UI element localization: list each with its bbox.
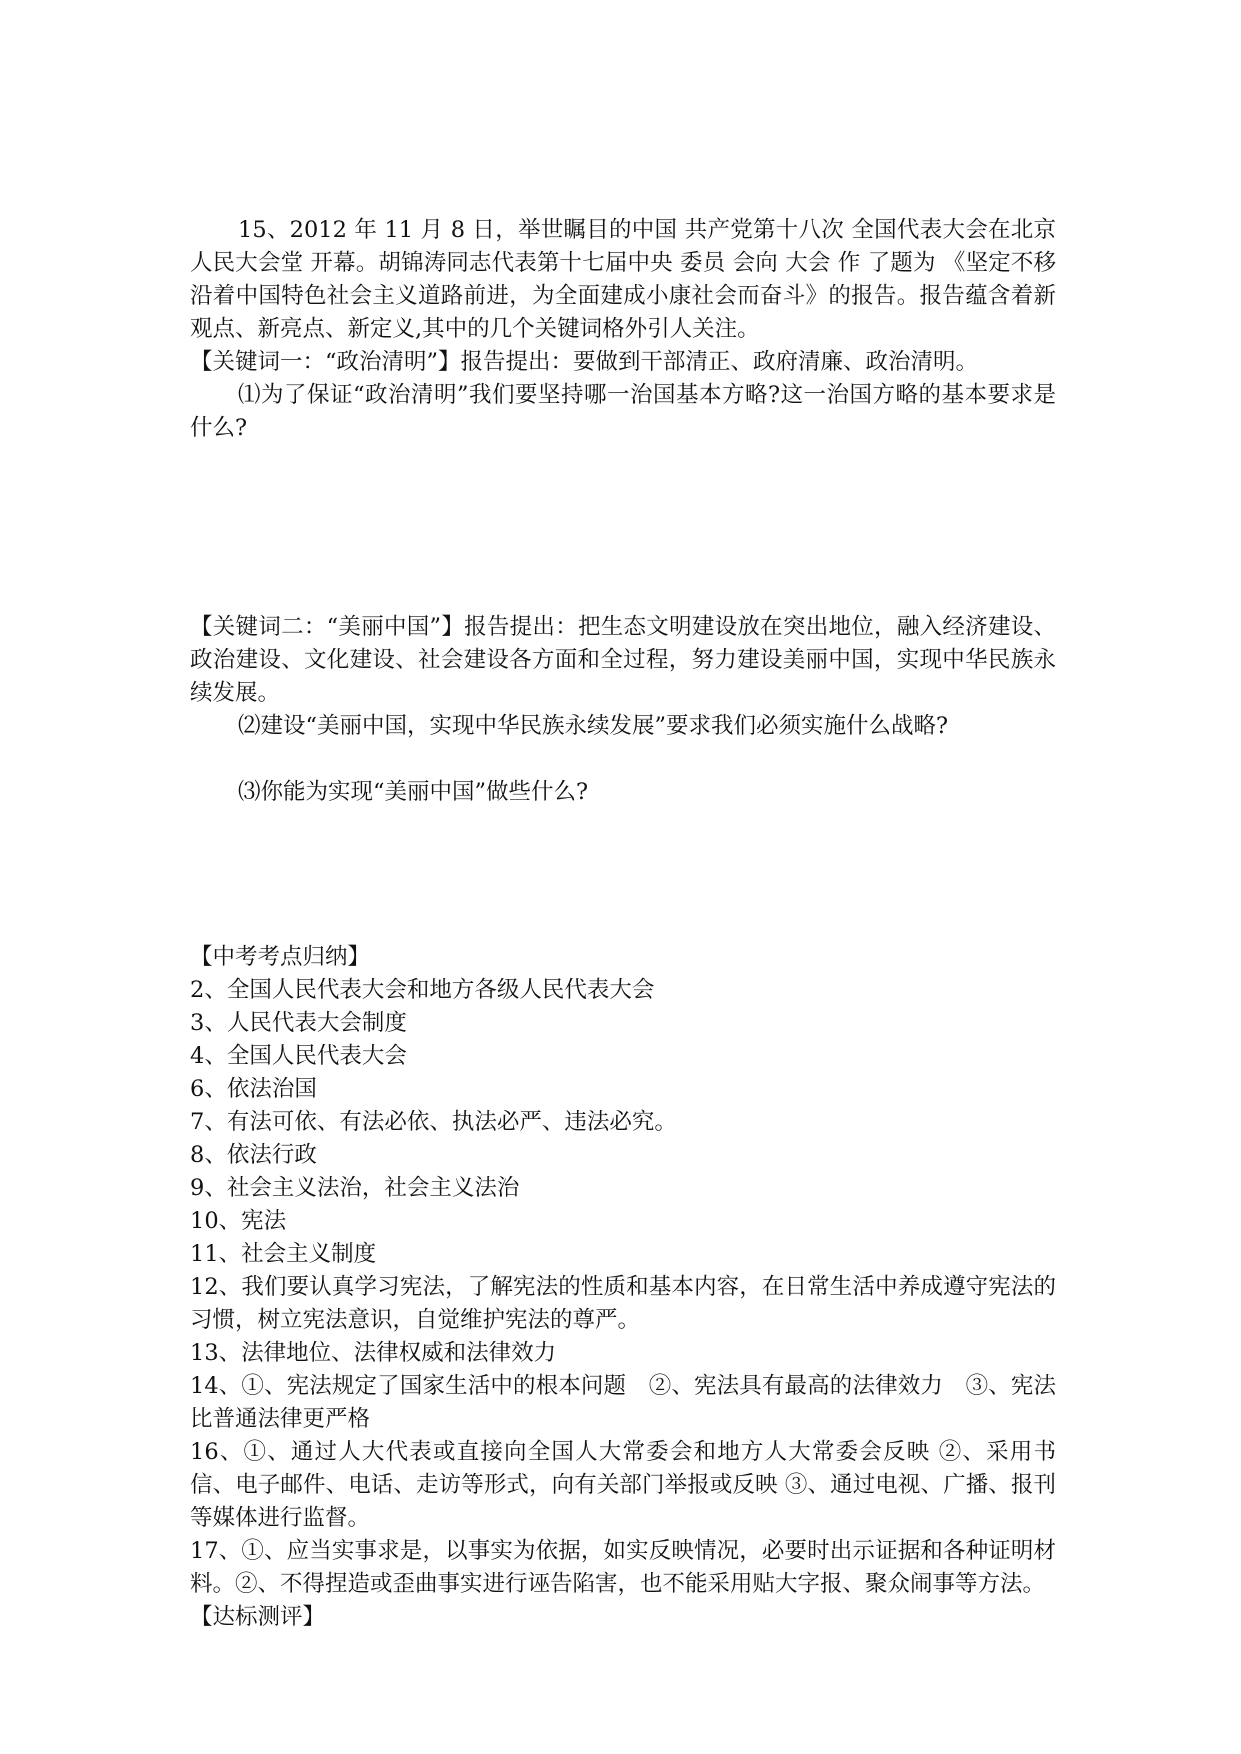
summary-list	[190, 974, 1056, 1601]
test-heading: 【达标测评】	[190, 1604, 326, 1630]
answer-space-3	[190, 809, 1056, 941]
summary-item: 2、全国人民代表大会和地方各级人民代表大会	[190, 977, 655, 1003]
question-1: ⑴为了保证“政治清明”我们要坚持哪一治国基本方略?这一治国方略的基本要求是什么?	[190, 382, 1056, 441]
summary-item: 10、宪法	[190, 1208, 287, 1234]
summary-item: 7、有法可依、有法必依、执法必严、违法必究。	[190, 1109, 677, 1135]
summary-item: 13、法律地位、法律权威和法律效力	[190, 1340, 557, 1366]
question-3: ⑶你能为实现“美丽中国”做些什么?	[238, 779, 589, 805]
summary-item: 9、社会主义法治，社会主义法治	[190, 1175, 520, 1201]
document-page	[190, 214, 1056, 1634]
keyword-1: 【关键词一：“政治清明”】报告提出：要做到干部清正、政府清廉、政治清明。	[190, 349, 979, 375]
summary-item: 6、依法治国	[190, 1076, 317, 1102]
summary-item: 12、我们要认真学习宪法，了解宪法的性质和基本内容，在日常生活中养成遵守宪法的习惯，树立宪法意识，自觉维护宪法的尊严。	[190, 1274, 1056, 1333]
answer-space-2	[190, 743, 1056, 776]
summary-item: 3、人民代表大会制度	[190, 1010, 407, 1036]
summary-item: 8、依法行政	[190, 1142, 317, 1168]
q15-intro: 15、2012 年 11 月 8 日，举世瞩目的中国 共产党第十八次 全国代表大会在北京人民大会堂 开幕。胡锦涛同志代表第十七届中央 委员 会向 大会 作 了题为 《坚定不移沿着中国特色社会主义道路前进，为全面建成小康社会而奋斗》的报告。报告蕴含着新观点、新亮点、新定义,其中的几个关键词格外引人关注。	[190, 217, 1056, 342]
summary-item: 17、①、应当实事求是，以事实为依据，如实反映情况，必要时出示证据和各种证明材料。②、不得捏造或歪曲事实进行诬告陷害，也不能采用贴大字报、聚众闹事等方法。	[190, 1538, 1056, 1597]
question-2: ⑵建设“美丽中国，实现中华民族永续发展”要求我们必须实施什么战略?	[238, 713, 949, 739]
summary-item: 4、全国人民代表大会	[190, 1043, 407, 1069]
summary-item: 16、①、通过人大代表或直接向全国人大常委会和地方人大常委会反映 ②、采用书信、电子邮件、电话、走访等形式，向有关部门举报或反映 ③、通过电视、广播、报刊等媒体进行监督。	[190, 1439, 1056, 1531]
summary-item: 11、社会主义制度	[190, 1241, 377, 1267]
keyword-2: 【关键词二：“美丽中国”】报告提出：把生态文明建设放在突出地位，融入经济建设、政治建设、文化建设、社会建设各方面和全过程，努力建设美丽中国，实现中华民族永续发展。	[190, 614, 1056, 706]
summary-item: 14、①、宪法规定了国家生活中的根本问题 ②、宪法具有最高的法律效力 ③、宪法比普通法律更严格	[190, 1373, 1056, 1432]
answer-space-1	[190, 445, 1056, 611]
summary-heading: 【中考考点归纳】	[190, 944, 371, 970]
